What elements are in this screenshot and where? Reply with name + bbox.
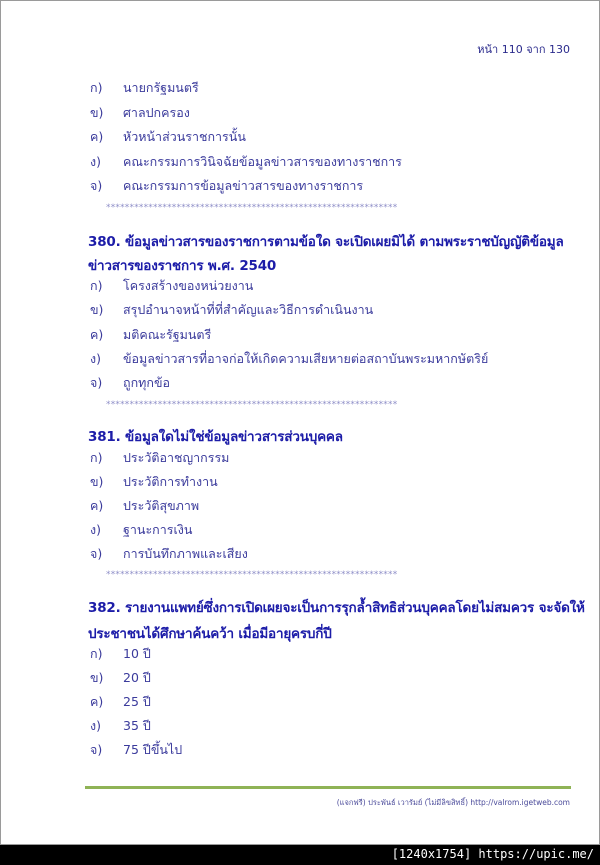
option-text: 20 ปี — [123, 670, 151, 685]
option-label: ข) — [90, 105, 104, 120]
answer-option — [90, 520, 192, 540]
option-label: จ) — [90, 375, 103, 390]
answer-option — [90, 716, 151, 736]
option-label: จ) — [90, 178, 103, 193]
option-label: ค) — [90, 694, 104, 709]
answer-option — [90, 448, 229, 468]
option-text: ประวัติสุขภาพ — [123, 498, 200, 513]
answer-option — [90, 152, 402, 172]
answer-option — [90, 300, 373, 320]
answer-option — [90, 127, 246, 147]
footer-divider — [85, 786, 571, 789]
footer-credit: (แจกฟรี) ประพันธ์ เวารัมย์ (ไม่มีลิขสิทธิ์) http://valrom.igetweb.com — [336, 798, 570, 807]
question-text: ประชาชนได้ศึกษาค้นคว้า เมื่อมีอายุครบกี่ปี — [88, 626, 332, 642]
answer-option — [90, 472, 218, 492]
answer-option — [90, 544, 248, 564]
separator: ************************************************************** — [106, 203, 398, 213]
answer-option — [90, 740, 182, 760]
answer-option — [90, 325, 211, 345]
option-text: การบันทึกภาพและเสียง — [123, 546, 248, 561]
separator: ************************************************************** — [106, 570, 398, 580]
option-text: ประวัติอาชญากรรม — [123, 450, 230, 465]
option-label: ก) — [90, 450, 103, 465]
question-text: 382. รายงานแพทย์ซึ่งการเปิดเผยจะเป็นการรุกล้ำสิทธิส่วนบุคคลโดยไม่สมควร จะจัดให้ — [88, 600, 585, 616]
option-label: ค) — [90, 327, 104, 342]
option-label: ค) — [90, 498, 104, 513]
option-label: ข) — [90, 670, 104, 685]
option-label: ก) — [90, 278, 103, 293]
question-text: 380. ข้อมูลข่าวสารของราชการตามข้อใด จะเปิดเผยมิได้ ตามพระราชบัญญัติข้อมูล — [88, 234, 564, 250]
option-text: ข้อมูลข่าวสารที่อาจก่อให้เกิดความเสียหายต่อสถาบันพระมหากษัตริย์ — [123, 351, 489, 366]
option-text: 75 ปีขึ้นไป — [123, 742, 183, 757]
answer-option — [90, 78, 199, 98]
option-label: จ) — [90, 742, 103, 757]
option-label: ข) — [90, 302, 104, 317]
answer-option — [90, 103, 190, 123]
option-text: คณะกรรมการข้อมูลข่าวสารของทางราชการ — [123, 178, 364, 193]
option-text: สรุปอำนาจหน้าที่ที่สำคัญและวิธีการดำเนินงาน — [123, 302, 374, 317]
answer-option — [90, 496, 199, 516]
option-label: ก) — [90, 646, 103, 661]
answer-option — [90, 349, 488, 369]
option-text: โครงสร้างของหน่วยงาน — [123, 278, 254, 293]
answer-option — [90, 644, 151, 664]
answer-option — [90, 373, 170, 393]
separator: ************************************************************** — [106, 400, 398, 410]
option-text: หัวหน้าส่วนราชการนั้น — [123, 129, 246, 144]
option-label: ค) — [90, 129, 104, 144]
answer-option — [90, 176, 363, 196]
option-label: ง) — [90, 154, 101, 169]
question-text: 381. ข้อมูลใดไม่ใช่ข้อมูลข่าวสารส่วนบุคคล — [88, 429, 343, 445]
question-text: ข่าวสารของราชการ พ.ศ. 2540 — [88, 258, 277, 274]
option-text: 25 ปี — [123, 694, 151, 709]
image-host-bar — [0, 845, 600, 865]
option-text: นายกรัฐมนตรี — [123, 80, 199, 95]
page-indicator: หน้า 110 จาก 130 — [477, 43, 570, 56]
option-label: ก) — [90, 80, 103, 95]
answer-option — [90, 668, 151, 688]
option-text: คณะกรรมการวินิจฉัยข้อมูลข่าวสารของทางราชการ — [123, 154, 402, 169]
option-text: ศาลปกครอง — [123, 105, 190, 120]
option-label: ง) — [90, 522, 101, 537]
answer-option — [90, 276, 253, 296]
option-label: ข) — [90, 474, 104, 489]
option-text: 10 ปี — [123, 646, 151, 661]
answer-option — [90, 692, 151, 712]
option-text: ถูกทุกข้อ — [123, 375, 170, 390]
option-label: ง) — [90, 718, 101, 733]
image-host-label: [1240x1754] https://upic.me/ — [391, 847, 594, 861]
option-text: 35 ปี — [123, 718, 151, 733]
option-label: ง) — [90, 351, 101, 366]
option-label: จ) — [90, 546, 103, 561]
option-text: ฐานะการเงิน — [123, 522, 193, 537]
option-text: มติคณะรัฐมนตรี — [123, 327, 212, 342]
option-text: ประวัติการทำงาน — [123, 474, 218, 489]
